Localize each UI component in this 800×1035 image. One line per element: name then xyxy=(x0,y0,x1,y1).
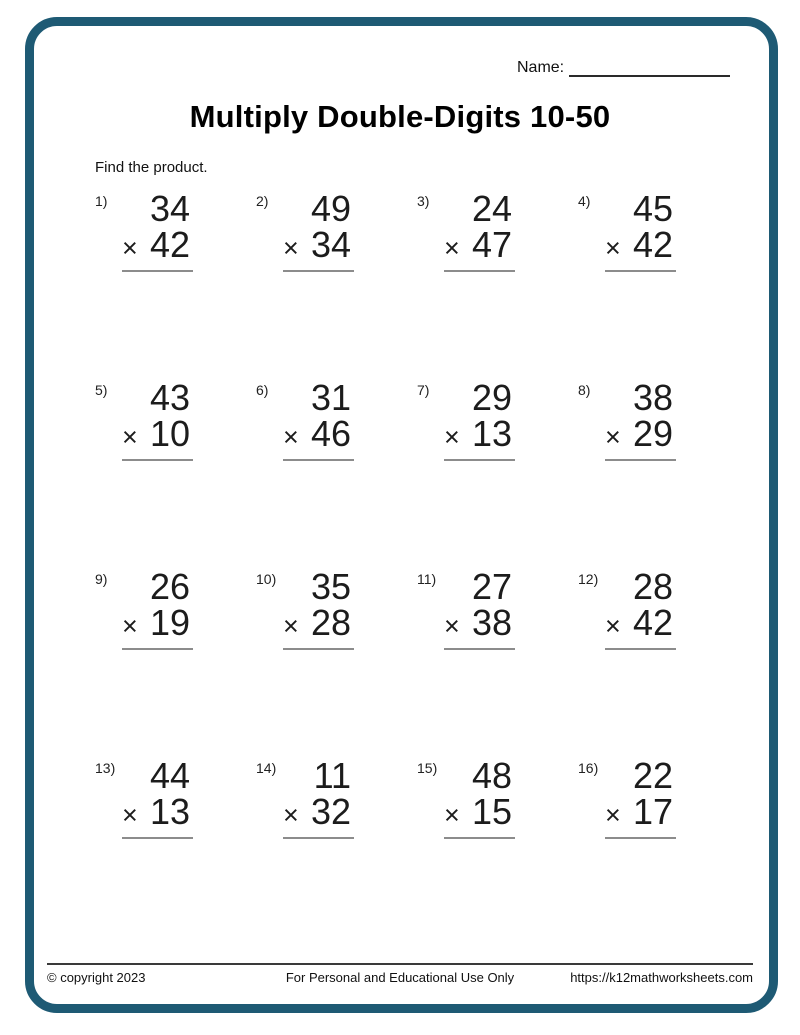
multiplicand: 28 xyxy=(632,566,673,607)
problem-number: 5) xyxy=(95,382,108,398)
multiply-sign: × xyxy=(444,800,460,830)
problem-number: 15) xyxy=(417,760,438,776)
answer-line xyxy=(605,459,676,461)
problem xyxy=(578,377,739,479)
multiplicand: 34 xyxy=(149,188,190,229)
problem-number: 7) xyxy=(417,382,430,398)
multiplicand: 27 xyxy=(471,566,512,607)
multiplier: 15 xyxy=(471,791,512,832)
multiplicand: 38 xyxy=(632,377,673,418)
multiply-sign: × xyxy=(605,800,621,830)
multiplier: 17 xyxy=(632,791,673,832)
name-label: Name: xyxy=(517,59,565,76)
problem-number: 14) xyxy=(256,760,277,776)
answer-line xyxy=(605,648,676,650)
multiplicand: 49 xyxy=(310,188,351,229)
multiplicand: 48 xyxy=(471,755,512,796)
multiplier: 28 xyxy=(310,602,351,643)
multiply-sign: × xyxy=(283,422,299,452)
multiply-sign: × xyxy=(444,422,460,452)
multiplier: 42 xyxy=(632,224,673,265)
problem-number: 10) xyxy=(256,571,277,587)
multiplier: 47 xyxy=(471,224,512,265)
multiply-sign: × xyxy=(283,233,299,263)
multiplier: 42 xyxy=(632,602,673,643)
problems-grid xyxy=(95,188,739,857)
problem-number: 2) xyxy=(256,193,269,209)
answer-line xyxy=(444,837,515,839)
instruction-text: Find the product. xyxy=(95,159,208,176)
problem-number: 8) xyxy=(578,382,591,398)
multiply-sign: × xyxy=(605,422,621,452)
multiply-sign: × xyxy=(283,800,299,830)
problem xyxy=(256,755,417,857)
answer-line xyxy=(283,459,354,461)
answer-line xyxy=(122,837,193,839)
problem xyxy=(95,566,256,668)
multiplicand: 24 xyxy=(471,188,512,229)
answer-line xyxy=(122,459,193,461)
multiplier: 13 xyxy=(149,791,190,832)
problem xyxy=(95,188,256,290)
problem-number: 4) xyxy=(578,193,591,209)
problem xyxy=(95,755,256,857)
multiply-sign: × xyxy=(444,611,460,641)
answer-line xyxy=(283,270,354,272)
multiplier: 42 xyxy=(149,224,190,265)
multiplicand: 22 xyxy=(632,755,673,796)
footer xyxy=(47,970,753,985)
website-link[interactable]: https://k12mathworksheets.com xyxy=(570,970,754,985)
answer-line xyxy=(283,837,354,839)
usage-text: For Personal and Educational Use Only xyxy=(285,970,515,985)
multiplier: 19 xyxy=(149,602,190,643)
multiplier: 32 xyxy=(310,791,351,832)
multiply-sign: × xyxy=(283,611,299,641)
multiplicand: 43 xyxy=(149,377,190,418)
problem-number: 12) xyxy=(578,571,599,587)
multiplier: 13 xyxy=(471,413,512,454)
problem xyxy=(417,188,578,290)
multiplicand: 26 xyxy=(149,566,190,607)
answer-line xyxy=(444,459,515,461)
multiply-sign: × xyxy=(444,233,460,263)
multiply-sign: × xyxy=(122,611,138,641)
problem-number: 9) xyxy=(95,571,108,587)
multiplicand: 44 xyxy=(149,755,190,796)
multiply-sign: × xyxy=(122,233,138,263)
multiplicand: 31 xyxy=(310,377,351,418)
answer-line xyxy=(444,270,515,272)
answer-line xyxy=(122,648,193,650)
multiplier: 29 xyxy=(632,413,673,454)
multiplicand: 29 xyxy=(471,377,512,418)
answer-line xyxy=(605,270,676,272)
problem xyxy=(95,377,256,479)
multiplicand: 35 xyxy=(310,566,351,607)
problem-number: 13) xyxy=(95,760,116,776)
problem xyxy=(417,566,578,668)
problem xyxy=(578,188,739,290)
problem xyxy=(417,377,578,479)
multiply-sign: × xyxy=(122,422,138,452)
multiplicand: 45 xyxy=(632,188,673,229)
answer-line xyxy=(444,648,515,650)
problem-number: 1) xyxy=(95,193,108,209)
problem-number: 3) xyxy=(417,193,430,209)
multiply-sign: × xyxy=(122,800,138,830)
problem xyxy=(417,755,578,857)
footer-divider xyxy=(47,963,753,965)
problem-number: 6) xyxy=(256,382,269,398)
problem xyxy=(256,566,417,668)
multiply-sign: × xyxy=(605,611,621,641)
problem xyxy=(578,566,739,668)
name-field xyxy=(517,59,730,77)
problem xyxy=(578,755,739,857)
problem xyxy=(256,377,417,479)
copyright-text: © copyright 2023 xyxy=(47,970,146,985)
answer-line xyxy=(605,837,676,839)
answer-line xyxy=(122,270,193,272)
worksheet-title: Multiply Double-Digits 10-50 xyxy=(189,99,611,134)
name-blank-line xyxy=(569,59,730,77)
multiplier: 38 xyxy=(471,602,512,643)
problem xyxy=(256,188,417,290)
multiplier: 10 xyxy=(149,413,190,454)
problem-number: 16) xyxy=(578,760,599,776)
problem-number: 11) xyxy=(417,571,437,587)
answer-line xyxy=(283,648,354,650)
multiplicand: 11 xyxy=(313,755,351,796)
multiplier: 46 xyxy=(310,413,351,454)
multiply-sign: × xyxy=(605,233,621,263)
multiplier: 34 xyxy=(310,224,351,265)
